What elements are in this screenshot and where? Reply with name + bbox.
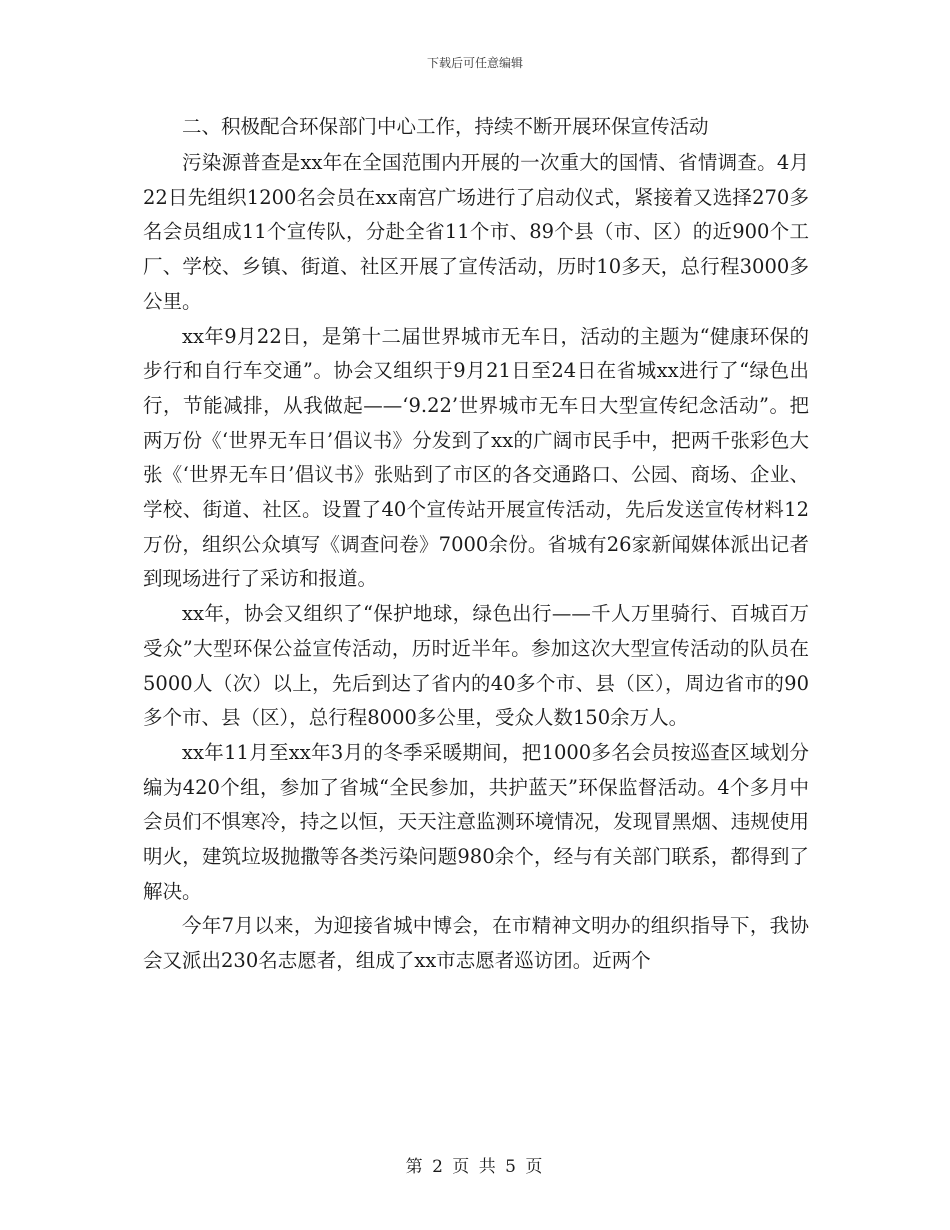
page-header: 下载后可任意编辑	[426, 56, 523, 70]
paragraph-volunteer-team: 今年7月以来，为迎接省城中博会，在市精神文明办的组织指导下，我协会又派出230名志愿者，组成了xx市志愿者巡访团。近两个	[143, 914, 809, 973]
paragraph-winter-supervision: xx年11月至xx年3月的冬季采暖期间，把1000多名会员按巡查区域划分编为420个组，参加了省城“全民参加，共护蓝天”环保监督活动。4个多月中会员们不惧寒冷，持之以恒，天天注意监测环境情况，发现冒黑烟、违规使用明火，建筑垃圾抛撒等各类污染问题980余个，经与有关部门联系，都得到了解决。	[143, 740, 809, 903]
document-body	[143, 108, 809, 979]
paragraph-green-cycling: xx年，协会又组织了“保护地球，绿色出行——千人万里骑行、百城百万受众”大型环保公益宣传活动，历时近半年。参加这次大型宣传活动的队员在5000人（次）以上，先后到达了省内的40多个市、县（区），周边省市的90多个市、县（区），总行程8000多公里，受众人数150余万人。	[143, 602, 809, 730]
paragraph-pollution-survey: 污染源普查是xx年在全国范围内开展的一次重大的国情、省情调查。4月22日先组织1200名会员在xx南宫广场进行了启动仪式，紧接着又选择270多名会员组成11个宣传队，分赴全省11个市、89个县（市、区）的近900个工厂、学校、乡镇、街道、社区开展了宣传活动，历时10多天，总行程3000多公里。	[143, 151, 809, 313]
paragraph-car-free-day: xx年9月22日，是第十二届世界城市无车日，活动的主题为“健康环保的步行和自行车交通”。协会又组织于9月21日至24日在省城xx进行了“绿色出行，节能减排，从我做起——‘9.22’世界城市无车日大型宣传纪念活动”。把两万份《‘世界无车日’倡议书》分发到了xx的广阔市民手中，把两千张彩色大张《‘世界无车日’倡议书》张贴到了市区的各交通路口、公园、商场、企业、学校、街道、社区。设置了40个宣传站开展宣传活动，先后发送宣传材料12万份，组织公众填写《调查问卷》7000余份。省城有26家新闻媒体派出记者到现场进行了采访和报道。	[143, 324, 809, 591]
page-number: 第 2 页 共 5 页	[405, 1157, 545, 1177]
section-heading: 二、积极配合环保部门中心工作，持续不断开展环保宣传活动	[182, 115, 709, 138]
